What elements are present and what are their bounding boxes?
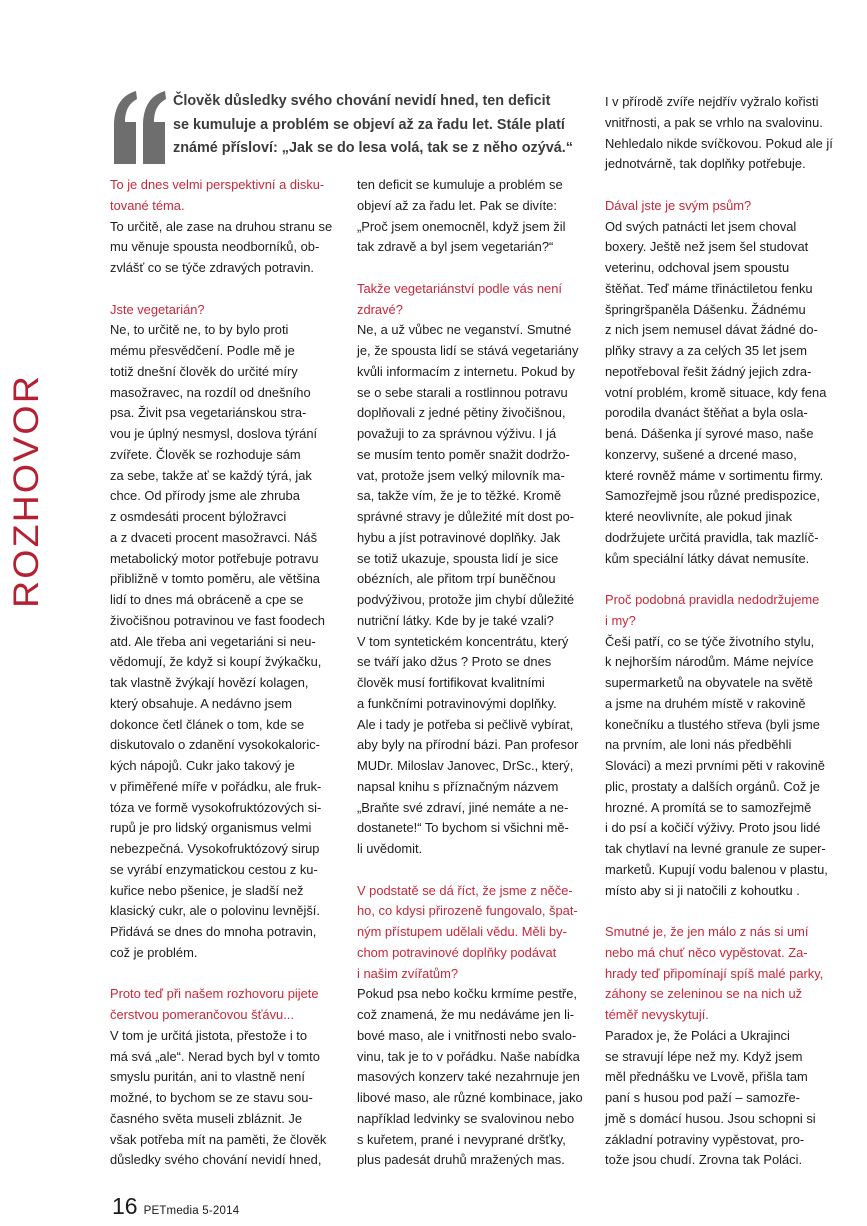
answer-text-line: smyslu puritán, ani to vlastně není: [110, 1069, 305, 1085]
answer-text-line: možné, to bychom se ze stavu sou-: [110, 1090, 313, 1105]
answer-text-line: s kuřetem, prané i nevyprané dršťky,: [357, 1131, 566, 1147]
answer-text-line: špringršpaněla Dášenku. Žádnému: [605, 301, 806, 317]
answer-text-line: tóza ve formě vysokofruktózových si-: [110, 799, 322, 815]
answer-text-line: Nehledalo nikde svíčkovou. Pokud ale jí: [605, 135, 833, 151]
answer-text-line: metabolický motor potřebuje potravu: [110, 550, 319, 566]
interview-question-line: V podstatě se dá říct, že jsme z něče-: [357, 882, 573, 898]
answer-text-line: boxery. Ještě než jsem šel studovat: [605, 239, 809, 255]
pull-quote-line: se kumuluje a problém se objeví až za řadu let. Stále platí: [173, 116, 565, 133]
answer-text-line: se o sebe starali a rostlinnou potravu: [357, 384, 568, 400]
answer-text-line: nutriční látky. Kde by je také vzali?: [357, 612, 554, 628]
answer-text-line: lidí to dnes má obráceně a cpe se: [110, 592, 304, 607]
paragraph-gap: [357, 860, 589, 881]
answer-text-line: klasický cukr, ale o polovinu levnější.: [110, 903, 320, 919]
answer-text-line: vat, protože jsem velký milovník ma-: [357, 467, 565, 483]
section-label-text: ROZHOVOR: [7, 389, 46, 608]
answer-text-line: Samozřejmě jsou různé predispozice,: [605, 488, 820, 504]
answer-text-line: napsal knihu s příznačným názvem: [357, 778, 559, 794]
answer-text-line: votní problém, kromě situace, kdy fena: [605, 384, 827, 400]
interview-question-line: ným přístupem udělali vědu. Měli by-: [357, 924, 567, 939]
answer-text-line: plic, prostaty a dalších orgánů. Což je: [605, 778, 820, 794]
answer-text-line: „Braňte své zdraví, jiné nemáte a ne-: [357, 799, 569, 815]
answer-text-line: masožravec, na rozdíl od dnešního: [110, 384, 311, 400]
answer-text-line: za sebe, takže ať se každý týrá, jak: [110, 467, 312, 483]
answer-text-line: k nejhorším národům. Máme nejvíce: [605, 654, 814, 670]
answer-text-line: z nich jsem nemusel dávat žádné do-: [605, 322, 818, 338]
answer-text-line: časného světa museli zbláznit. Je: [110, 1110, 303, 1126]
answer-text-line: totiž dnešní člověk do určité míry: [110, 363, 298, 379]
answer-text-line: základní potraviny vypěstovat, pro-: [605, 1131, 805, 1147]
interview-question-line: i my?: [605, 612, 636, 628]
page-number: 16: [112, 1193, 138, 1219]
answer-text-line: kuřice nebo pšenice, je sladší než: [110, 882, 304, 898]
answer-text-line: „Proč jsem onemocněl, když jsem žil: [357, 218, 566, 234]
answer-text-line: konzervy, sušené a drcené maso,: [605, 446, 797, 462]
answer-text-line: přibližně v tomto poměru, ale většina: [110, 571, 320, 587]
answer-text-line: tak chytlaví na levné granule ze super-: [605, 841, 826, 856]
answer-text-line: Ale i tady je potřeba si pečlivě vybírat,: [357, 716, 574, 732]
article-column-2: [357, 175, 589, 1171]
answer-text-line: supermarketů na obyvatele na světě: [605, 675, 813, 690]
paragraph-gap: [605, 569, 837, 590]
paragraph-gap: [357, 258, 589, 279]
answer-text-line: sa, takže vím, že je to těžké. Kromě: [357, 488, 562, 504]
answer-text-line: Přidává se dnes do mnoha potravin,: [110, 924, 317, 939]
answer-text-line: se totiž ukazuje, spousta lidí je sice: [357, 550, 559, 566]
answer-text-line: Ne, to určitě ne, to by bylo proti: [110, 322, 289, 338]
answer-text-line: zvlášť co se týče zdravých potravin.: [110, 260, 315, 275]
paragraph-gap: [110, 279, 342, 300]
answer-text-line: dodržujete určitá pravidla, tak mazlíč-: [605, 529, 819, 545]
answer-text-line: Paradox je, že Poláci a Ukrajinci: [605, 1027, 790, 1043]
answer-text-line: místo aby si ji natočili z kohoutku .: [605, 882, 800, 898]
answer-text-line: mému přesvědčení. Podle mě je: [110, 343, 295, 358]
answer-text-line: psa. Živit psa vegetariánskou stra-: [110, 405, 307, 421]
answer-text-line: masových konzerv také nezahrnuje jen: [357, 1069, 580, 1085]
interview-question-line: tované téma.: [110, 197, 185, 213]
pull-quote-line: známé přísloví: „Jak se do lesa volá, tak se z něho ozývá.“: [173, 140, 573, 156]
answer-text-line: které rovněž máme v sortimentu firmy.: [605, 467, 824, 483]
answer-text-line: Pokud psa nebo kočku krmíme pestře,: [357, 986, 577, 1002]
answer-text-line: aby byly na přírodní bázi. Pan profesor: [357, 737, 579, 753]
interview-question-line: chom potravinové doplňky podávat: [357, 944, 557, 960]
answer-text-line: li uvědomit.: [357, 841, 423, 856]
answer-text-line: doplňovali z jedné pětiny živočišnou,: [357, 405, 566, 421]
answer-text-line: vědomují, že když si koupí žvýkačku,: [110, 654, 322, 670]
answer-text-line: Češi patří, co se týče životního stylu,: [605, 633, 815, 649]
paragraph-gap: [605, 901, 837, 922]
answer-text-line: nepotřeboval řešit žádný jejich zdra-: [605, 363, 812, 379]
answer-text-line: který obsahuje. A nedávno jsem: [110, 695, 293, 711]
magazine-issue: PETmedia 5-2014: [143, 1205, 240, 1217]
paragraph-gap: [110, 964, 342, 985]
answer-text-line: a z dvaceti procent masožravci. Náš: [110, 529, 318, 545]
article-column-3: [605, 92, 837, 1171]
interview-question-line: Proč podobná pravidla nedodržujeme: [605, 592, 820, 607]
answer-text-line: Od svých patnácti let jsem choval: [605, 218, 797, 234]
interview-question-line: Dával jste je svým psům?: [605, 197, 752, 213]
answer-text-line: tak zdravě a byl jsem vegetarián?“: [357, 239, 554, 255]
answer-text-line: se tváří jako džus ? Proto se dnes: [357, 654, 552, 670]
answer-text-line: veterinu, odchoval jsem spoustu: [605, 260, 790, 275]
answer-text-line: kvůli informacím z internetu. Pokud by: [357, 363, 575, 379]
answer-text-line: vou je úplný nesmysl, doslova týrání: [110, 426, 318, 441]
answer-text-line: jednotvárně, tak doplňky potřebuje.: [605, 156, 806, 172]
answer-text-line: zvířete. Člověk se rozhoduje sám: [110, 446, 301, 462]
answer-text-line: se vyrábí enzymatickou cestou z ku-: [110, 861, 318, 877]
answer-text-line: například ledvinky se svalovinou nebo: [357, 1110, 575, 1126]
paragraph-gap: [605, 175, 837, 196]
interview-question-line: Smutné je, že jen málo z nás si umí: [605, 924, 809, 939]
answer-text-line: v přiměřené míře v pořádku, ale fruk-: [110, 778, 322, 794]
answer-text-line: dostanete!“ To bychom si všichni mě-: [357, 820, 569, 836]
answer-text-line: na prvním, ale loni nás předběhli: [605, 737, 792, 753]
section-label: [6, 372, 46, 608]
interview-question-line: téměř nevyskytují.: [605, 1007, 709, 1022]
answer-text-line: podvýživou, protože jim chybí důležité: [357, 592, 575, 607]
answer-text-line: a jsme na druhém místě v rakovině: [605, 695, 806, 711]
answer-text-line: I v přírodě zvíře nejdřív vyžralo kořisti: [605, 94, 819, 109]
answer-text-line: měl přednášku ve Lvově, přišla tam: [605, 1069, 808, 1085]
answer-text-line: mu věnuje spousta neodborníků, ob-: [110, 239, 320, 255]
answer-text-line: se stravují lépe než my. Když jsem: [605, 1048, 803, 1064]
answer-text-line: V tom syntetickém koncentrátu, který: [357, 633, 569, 649]
answer-text-line: hybu a jíst potravinové doplňky. Jak: [357, 529, 561, 545]
answer-text-line: V tom je určitá jistota, přestože i to: [110, 1027, 308, 1043]
answer-text-line: tak vlastně žvýkají hovězí kolagen,: [110, 675, 309, 690]
answer-text-line: obézních, ale přitom trpí buněčnou: [357, 571, 556, 587]
answer-text-line: je, že spousta lidí se stává vegetariány: [357, 343, 579, 358]
answer-text-line: živočišnou potravinou ve fast foodech: [110, 612, 325, 628]
answer-text-line: dokonce četl článek o tom, kde se: [110, 716, 305, 732]
interview-question-line: čerstvou pomerančovou šťávu...: [110, 1007, 294, 1022]
answer-text-line: chce. Od přírody jsme ale zhruba: [110, 488, 300, 504]
answer-text-line: hrozné. A promítá se to samozřejmě: [605, 799, 812, 815]
answer-text-line: ten deficit se kumuluje a problém se: [357, 177, 563, 192]
answer-text-line: jmě s domácí husou. Jsou schopni si: [605, 1110, 816, 1126]
answer-text-line: konečníku a tlustého střeva (byli jsme: [605, 716, 820, 732]
answer-text-line: má svá „ale“. Nerad bych byl v tomto: [110, 1048, 320, 1064]
answer-text-line: kých nápojů. Cukr jako takový je: [110, 758, 295, 773]
answer-text-line: rupů je pro lidský organismus velmi: [110, 820, 312, 836]
answer-text-line: z osmdesáti procent býložravci: [110, 509, 287, 524]
answer-text-line: Ne, a už vůbec ne veganství. Smutné: [357, 322, 572, 338]
interview-question-line: záhony se zeleninou se na nich už: [605, 986, 803, 1002]
answer-text-line: vinu, tak je to v pořádku. Naše nabídka: [357, 1048, 580, 1064]
answer-text-line: považuji to za správnou výživu. I já: [357, 426, 557, 441]
interview-question-line: i našim zvířatům?: [357, 965, 459, 981]
interview-question-line: Takže vegetariánství podle vás není: [357, 280, 562, 296]
quote-mark-icon: [112, 90, 168, 166]
answer-text-line: se musím tento poměr snažit dodržo-: [357, 446, 570, 462]
answer-text-line: To určitě, ale zase na druhou stranu se: [110, 218, 333, 234]
pull-quote: [173, 90, 591, 161]
answer-text-line: i do psí a kočičí výživy. Proto jsou lidé: [605, 820, 821, 836]
interview-question-line: zdravé?: [357, 301, 403, 317]
answer-text-line: štěňat. Teď máme třináctiletou fenku: [605, 280, 813, 296]
interview-question-line: Jste vegetarián?: [110, 301, 205, 317]
interview-question-line: Proto teď při našem rozhovoru pijete: [110, 986, 319, 1002]
answer-text-line: tože jsou chudí. Zrovna tak Poláci.: [605, 1152, 803, 1168]
interview-question-line: To je dnes velmi perspektivní a disku-: [110, 177, 325, 192]
answer-text-line: diskutovalo o zdanění vysokokaloric-: [110, 737, 320, 753]
answer-text-line: bená. Dášenka jí syrové maso, naše: [605, 426, 814, 441]
answer-text-line: plus padesát druhů mražených mas.: [357, 1152, 565, 1168]
answer-text-line: porodila dvanáct štěňat a byla osla-: [605, 405, 808, 421]
answer-text-line: paní s husou pod paží – samozře-: [605, 1090, 800, 1105]
interview-question-line: nebo má chuť něco vypěstovat. Za-: [605, 944, 808, 960]
interview-question-line: hrady teď připomínají spíš malé parky,: [605, 965, 824, 981]
answer-text-line: MUDr. Miloslav Janovec, DrSc., který,: [357, 758, 574, 773]
answer-text-line: člověk musí fortifikovat kvalitními: [357, 675, 545, 690]
answer-text-line: což znamená, že mu nedáváme jen li-: [357, 1007, 575, 1022]
pull-quote-line: Člověk důsledky svého chování nevidí hned, ten deficit: [173, 93, 551, 109]
answer-text-line: však potřeba mít na paměti, že člověk: [110, 1131, 327, 1147]
answer-text-line: důsledky svého chování nevidí hned,: [110, 1152, 322, 1168]
answer-text-line: které neovlivníte, ale pokud jinak: [605, 509, 793, 524]
answer-text-line: marketů. Kupují vodu balenou v plastu,: [605, 861, 828, 877]
answer-text-line: atd. Ale třeba ani vegetariáni si neu-: [110, 633, 316, 649]
answer-text-line: nebezpečná. Vysokofruktózový sirup: [110, 841, 320, 856]
answer-text-line: což je problém.: [110, 944, 198, 960]
answer-text-line: kům speciální látky dávat nemusíte.: [605, 550, 810, 566]
article-column-1: [110, 175, 342, 1171]
answer-text-line: libové maso, ale různé kombinace, jako: [357, 1090, 583, 1105]
answer-text-line: správné stravy je důležité mít dost po-: [357, 509, 575, 524]
answer-text-line: Slováci) a mezi prvními pěti v rakovině: [605, 758, 825, 773]
page-footer: [112, 1193, 239, 1223]
answer-text-line: plňky stravy a za celých 35 let jsem: [605, 343, 808, 358]
interview-question-line: ho, co kdysi přirozeně fungovalo, špat-: [357, 903, 578, 919]
answer-text-line: vnitřnosti, a pak se vrhlo na svalovinu.: [605, 114, 823, 130]
answer-text-line: a funkčními potravinovými doplňky.: [357, 695, 557, 711]
answer-text-line: bové maso, ale i vnitřnosti nebo svalo-: [357, 1027, 577, 1043]
answer-text-line: objeví až za řadu let. Pak se divíte:: [357, 197, 557, 213]
